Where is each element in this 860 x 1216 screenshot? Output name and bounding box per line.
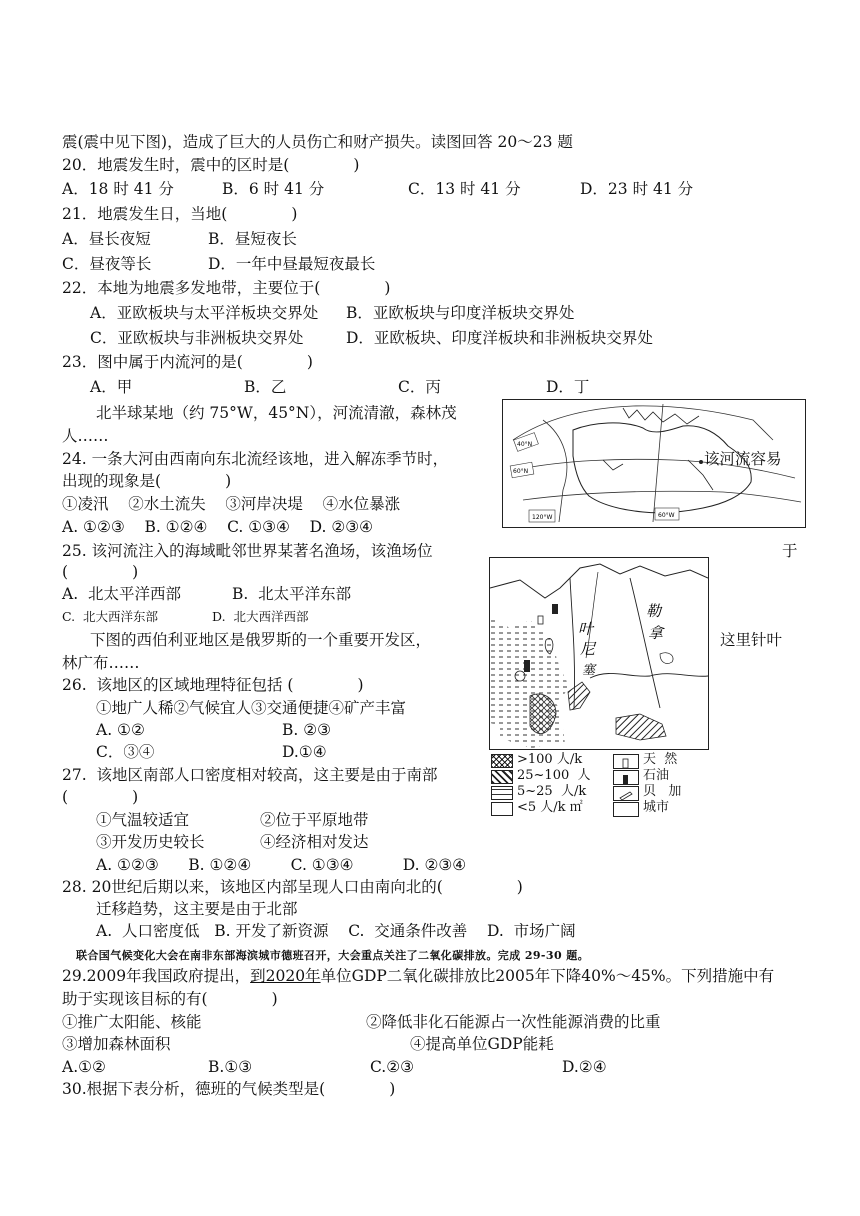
q23-option-c: C．丙: [398, 378, 441, 396]
map1-label-60n: 60°N: [513, 468, 529, 475]
q28-options: A. 人口密度低 B. 开发了新资源 C. 交通条件改善 D. 市场广阔: [96, 922, 576, 940]
q25-stem-c: ( ): [62, 563, 139, 581]
map1-label-40n: 40°N: [517, 441, 533, 448]
q27-item-1: ①气温较适宜: [96, 811, 190, 829]
q29-stem-underlined: 到2020年: [250, 967, 321, 985]
map1-label-60w: 60°W: [658, 512, 675, 519]
q20-stem: 20．地震发生时，震中的区时是( ): [62, 156, 360, 174]
q27-stem-a: 27. 该地区南部人口密度相对较高，这主要是由于南部: [62, 766, 438, 784]
q29-item-4: ④提高单位GDP能耗: [410, 1035, 554, 1053]
legend-label-baikal: 贝 加: [643, 784, 682, 799]
q24-items: ①凌汛 ②水土流失 ③河岸决堤 ④水位暴涨: [62, 495, 401, 513]
q29-item-3: ③增加森林面积: [62, 1035, 171, 1053]
q26-option-b: B. ②③: [282, 721, 332, 739]
q24-stem-a: 24. 一条大河由西南向东北流经该地，进入解冻季节时，: [62, 450, 449, 468]
q21-option-b: B．昼短夜长: [208, 230, 297, 248]
q26-items: ①地广人稀②气候宜人③交通便捷④矿产丰富: [96, 699, 407, 717]
city-icon: [613, 802, 639, 817]
legend-label-5-25: 5~25 人/k: [517, 784, 587, 799]
q26-option-a: A. ①②: [96, 721, 145, 739]
q29-item-1: ①推广太阳能、核能: [62, 1013, 202, 1031]
q26-stem: 26. 该地区的区域地理特征包括 ( ): [62, 676, 364, 694]
passage3-line1b: 这里针叶: [720, 631, 783, 649]
q22-stem: 22．本地为地震多发地带，主要位于( ): [62, 279, 391, 297]
q20-option-b: B．6 时 41 分: [222, 180, 325, 198]
q25-stem-b: 于: [782, 542, 798, 560]
map2-label-na: 拿: [648, 624, 664, 642]
legend-swatch-25-100: [491, 770, 513, 784]
q24-stem-b: 该河流容易: [704, 450, 782, 468]
q29-stem: [62, 965, 774, 987]
q24-stem-c: 出现的现象是( ): [62, 472, 232, 490]
q29-stem-pre: 29.2009年我国政府提出，: [62, 967, 251, 985]
map2-label-sai: 塞: [582, 663, 596, 678]
passage4-line: 联合国气候变化大会在南非东部海滨城市德班召开，大会重点关注了二氧化碳排放。完成 29-30 题。: [76, 949, 590, 962]
q21-stem: 21．地震发生日，当地( ): [62, 205, 298, 223]
q29-option-b: B.①③: [208, 1058, 253, 1076]
oil-icon: [613, 770, 639, 785]
q23-option-a: A．甲: [90, 378, 133, 396]
passage3-line2: 林广布……: [62, 654, 140, 672]
q20-option-a: A．18 时 41 分: [62, 180, 174, 198]
q23-option-b: B．乙: [244, 378, 287, 396]
q25-option-d: D. 北大西洋西部: [212, 609, 309, 624]
q21-option-a: A．昼长夜短: [62, 230, 151, 248]
q22-option-a: A．亚欧板块与太平洋板块交界处: [90, 304, 319, 322]
legend-label-25-100: 25~100 人: [517, 768, 591, 783]
legend-label-under-5: <5 人/k ㎡: [517, 800, 583, 815]
q27-stem-b: ( ): [62, 788, 139, 806]
passage3-line1a: 下图的西伯利亚地区是俄罗斯的一个重要开发区，: [90, 631, 432, 649]
legend-label-natural-gas: 天 然: [643, 752, 678, 767]
q21-option-d: D．一年中昼最短夜最长: [208, 255, 376, 273]
siberia-map-drawing: [490, 558, 708, 749]
q28-stem2: 迁移趋势，这主要是由于北部: [96, 900, 298, 918]
q29-stem-post: 单位GDP二氧化碳排放比2005年下降40%～45%。下列措施中有: [320, 967, 775, 985]
q27-item-2: ②位于平原地带: [260, 811, 369, 829]
legend-label-city: 城市: [643, 800, 670, 815]
q29-option-c: C.②③: [370, 1058, 415, 1076]
legend-label-oil: 石油: [643, 768, 670, 783]
q22-option-c: C．亚欧板块与非洲板块交界处: [90, 329, 304, 347]
q24-options: A. ①②③ B. ①②④ C. ①③④ D. ②③④: [62, 518, 374, 536]
lake-baikal-icon: [613, 786, 639, 801]
natural-gas-icon: [613, 754, 639, 769]
map2-label-ye: 叶: [578, 620, 594, 638]
map1-label-120w: 120°W: [532, 514, 553, 521]
map2-label-ni: 尼: [580, 640, 596, 658]
legend-swatch-under-5: [491, 802, 513, 816]
q22-option-b: B．亚欧板块与印度洋板块交界处: [346, 304, 575, 322]
q27-item-3: ③开发历史较长: [96, 833, 205, 851]
q26-option-d: D.①④: [282, 743, 327, 761]
intro-line: 震(震中见下图)，造成了巨大的人员伤亡和财产损失。读图回答 20～23 题: [62, 133, 573, 151]
q29-stem2: 助于实现该目标的有( ): [62, 990, 278, 1008]
passage2-line2: 人……: [62, 427, 109, 445]
q25-option-b: B. 北太平洋东部: [232, 585, 352, 603]
q26-option-c: C．③④: [96, 743, 155, 761]
q25-option-c: C. 北大西洋东部: [62, 609, 159, 624]
q28-stem: 28. 20世纪后期以来，该地区内部呈现人口由南向北的( ): [62, 878, 523, 896]
map2-label-le: 勒: [646, 602, 662, 620]
legend-swatch-over-100: [491, 754, 513, 768]
q30-stem: 30.根据下表分析，德班的气候类型是( ): [62, 1080, 396, 1098]
siberia-map-legend: [489, 750, 719, 830]
legend-label-over-100: >100 人/k: [517, 752, 583, 767]
q23-option-d: D．丁: [546, 378, 590, 396]
q25-stem-a: 25. 该河流注入的海域毗邻世界某著名渔场，该渔场位: [62, 542, 433, 560]
passage2-line1a: 北半球某地（约 75°W，45°N），河流清澈，森林茂: [96, 404, 457, 422]
q29-option-d: D.②④: [562, 1058, 607, 1076]
q20-option-d: D．23 时 41 分: [580, 180, 694, 198]
q23-stem: 23．图中属于内流河的是( ): [62, 353, 313, 371]
legend-swatch-5-25: [491, 786, 513, 800]
q29-item-2: ②降低非化石能源占一次性能源消费的比重: [366, 1013, 661, 1031]
q22-option-d: D．亚欧板块、印度洋板块和非洲板块交界处: [346, 329, 653, 347]
q20-option-c: C．13 时 41 分: [408, 180, 521, 198]
q27-options: A. ①②③ B. ①②④ C. ①③④ D. ②③④: [96, 856, 467, 874]
q27-item-4: ④经济相对发达: [260, 833, 369, 851]
q25-option-a: A. 北太平洋西部: [62, 585, 181, 603]
q29-option-a: A.①②: [62, 1058, 106, 1076]
q21-option-c: C．昼夜等长: [62, 255, 152, 273]
siberia-map: [489, 557, 709, 750]
